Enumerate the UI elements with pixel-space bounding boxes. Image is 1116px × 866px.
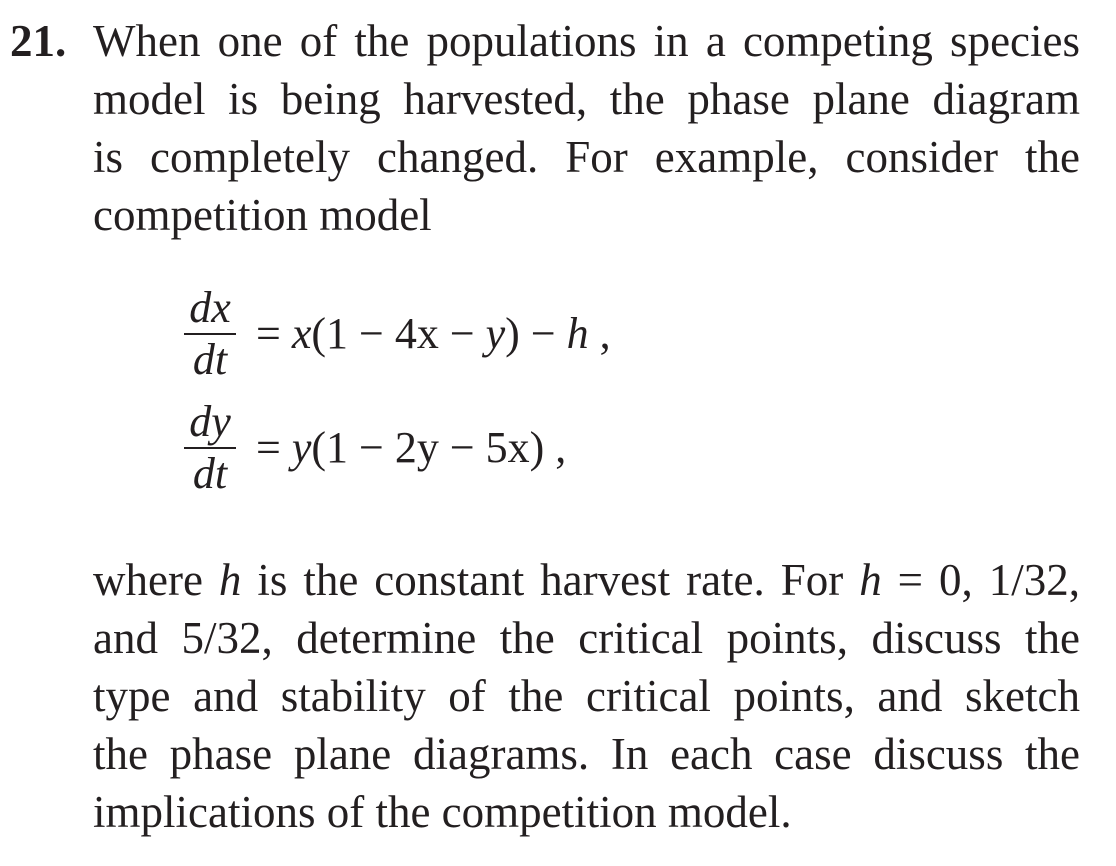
- equation-dx-dt: [184, 283, 611, 384]
- body-line: where h is the constant harvest rate. For h = 0, 1/32,: [93, 555, 1080, 605]
- problem-intro: [93, 12, 1080, 244]
- intro-line: is completely changed. For example, consider the: [93, 132, 1080, 182]
- body-line: type and stability of the critical points, and sketch: [93, 671, 1080, 721]
- fraction-numerator: dx: [189, 283, 231, 332]
- equation-dy-dt: [184, 397, 567, 498]
- problem-number: 21.: [10, 16, 67, 66]
- body-line: the phase plane diagrams. In each case discuss the: [93, 729, 1080, 779]
- intro-line: competition model: [93, 190, 432, 240]
- fraction-denominator: dt: [192, 335, 228, 384]
- body-line: and 5/32, determine the critical points, discuss the: [93, 613, 1080, 663]
- fraction-denominator: dt: [192, 449, 228, 498]
- derivative-fraction: [184, 399, 236, 497]
- problem-body: [93, 551, 1080, 841]
- body-line: implications of the competition model.: [93, 787, 792, 837]
- fraction-numerator: dy: [189, 397, 231, 446]
- equation-rhs: = x(1 − 4x − y) − h ,: [256, 309, 611, 358]
- intro-line: model is being harvested, the phase plane diagram: [93, 74, 1080, 124]
- derivative-fraction: [184, 285, 236, 383]
- equation-rhs: = y(1 − 2y − 5x) ,: [256, 423, 567, 472]
- intro-line: When one of the populations in a competing species: [93, 16, 1080, 66]
